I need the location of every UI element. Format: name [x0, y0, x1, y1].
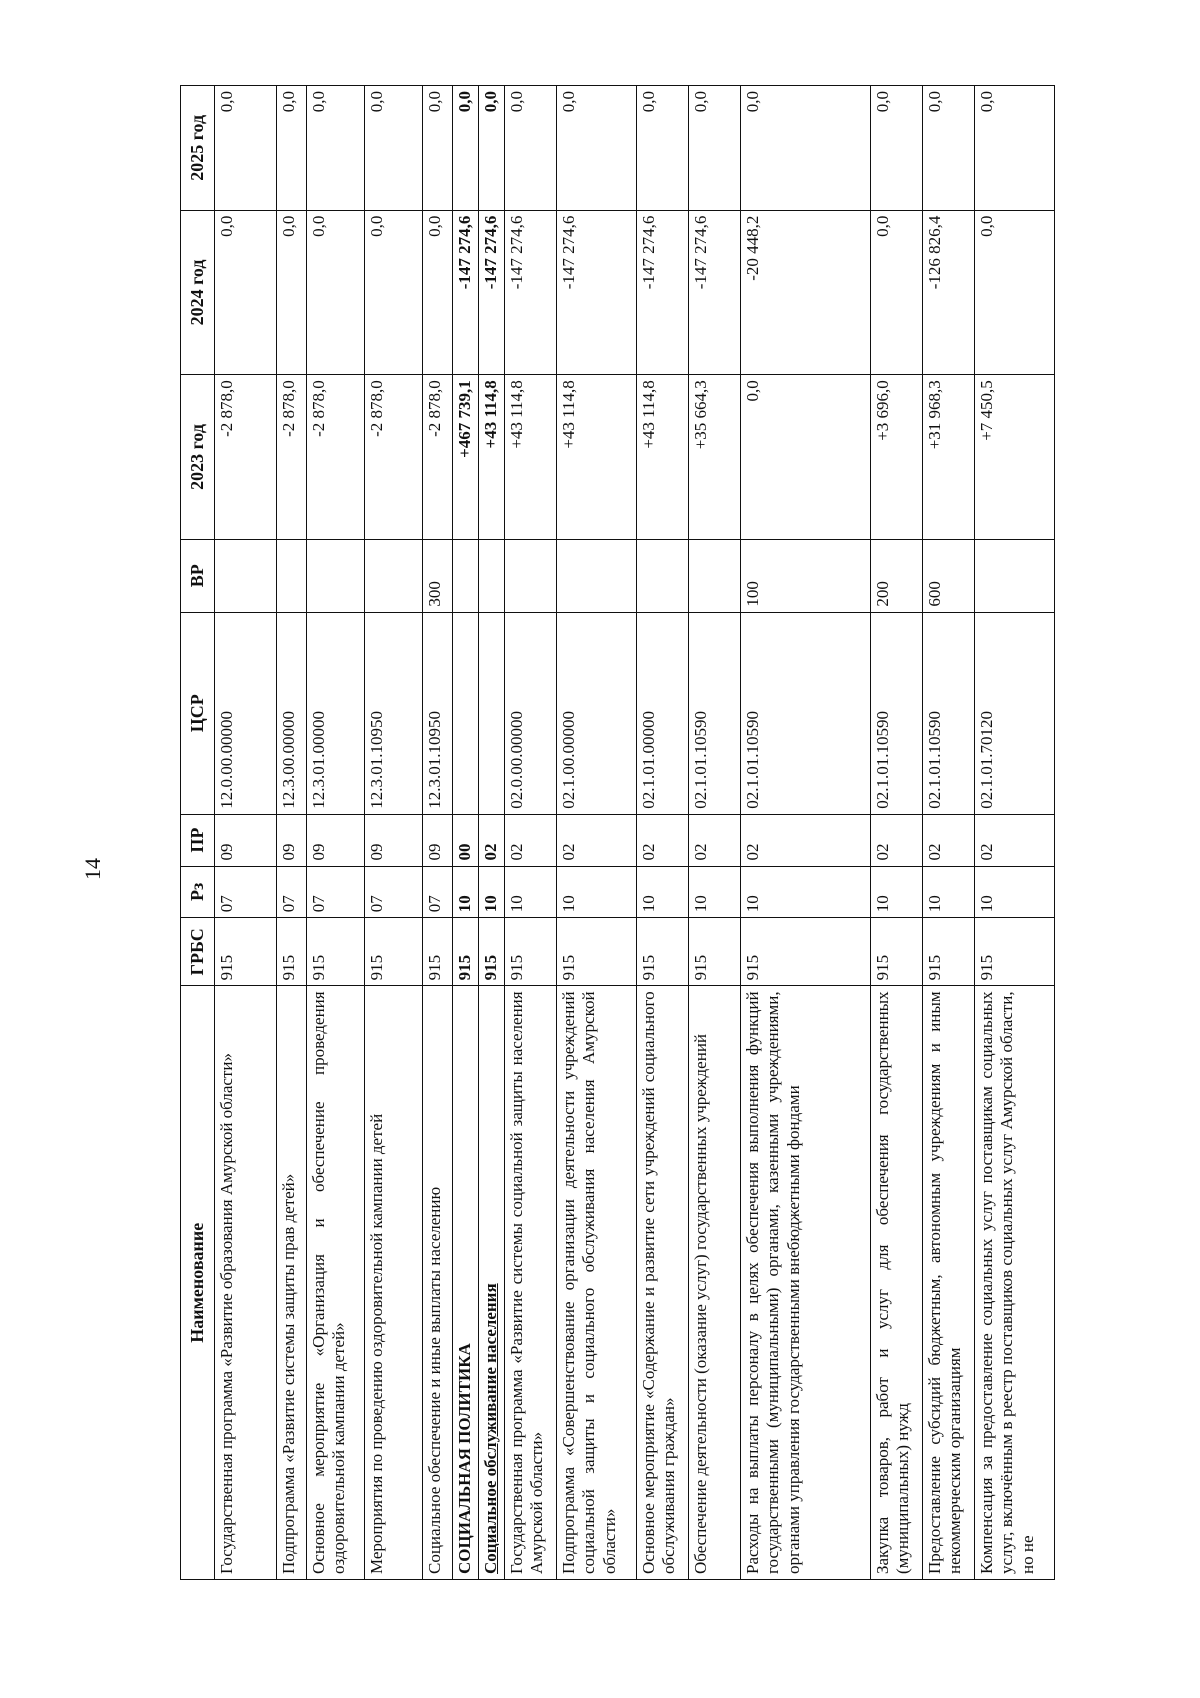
row-csr: 02.1.01.10590 [871, 612, 923, 814]
row-rz: 10 [975, 866, 1055, 918]
row-2024: 0,0 [871, 210, 923, 375]
table-row [453, 86, 479, 1580]
row-pr: 00 [453, 814, 479, 866]
row-name: Государственная программа «Развитие системы социальной защиты населения Амурской области» [505, 986, 557, 1580]
header-2024: 2024 год [181, 210, 215, 375]
row-csr: 12.0.00.00000 [215, 612, 277, 814]
row-2024: -147 274,6 [689, 210, 741, 375]
row-2025: 0,0 [637, 86, 689, 211]
row-csr [453, 612, 479, 814]
row-vr [307, 539, 365, 612]
row-2023: +43 114,8 [637, 375, 689, 540]
row-pr: 02 [689, 814, 741, 866]
header-2023: 2023 год [181, 375, 215, 540]
row-2023: +7 450,5 [975, 375, 1055, 540]
row-2023: +31 968,3 [923, 375, 975, 540]
row-2023: -2 878,0 [277, 375, 307, 540]
row-pr: 09 [215, 814, 277, 866]
row-vr [505, 539, 557, 612]
row-pr: 02 [871, 814, 923, 866]
row-name: Расходы на выплаты персоналу в целях обеспечения выполнения функций государственными (муниципальными) органами, казенными учреждениями, органами управления государственными внебюджетными фондами [741, 986, 871, 1580]
page-number: 14 [80, 858, 105, 880]
rotated-table-wrapper [180, 85, 1040, 1580]
row-grbs: 915 [307, 918, 365, 986]
row-grbs: 915 [215, 918, 277, 986]
row-csr: 12.3.01.10950 [423, 612, 453, 814]
table-row [741, 86, 871, 1580]
row-rz: 10 [923, 866, 975, 918]
row-pr: 09 [277, 814, 307, 866]
row-2025: 0,0 [277, 86, 307, 211]
row-pr: 02 [637, 814, 689, 866]
row-2024: -147 274,6 [479, 210, 505, 375]
table-row [871, 86, 923, 1580]
row-grbs: 915 [689, 918, 741, 986]
row-rz: 07 [215, 866, 277, 918]
row-name: Государственная программа «Развитие образования Амурской области» [215, 986, 277, 1580]
row-2023: +43 114,8 [505, 375, 557, 540]
row-rz: 10 [637, 866, 689, 918]
row-csr: 02.1.01.00000 [637, 612, 689, 814]
row-rz: 10 [453, 866, 479, 918]
header-rz: Рз [181, 866, 215, 918]
row-vr: 200 [871, 539, 923, 612]
row-2024: 0,0 [975, 210, 1055, 375]
row-name: Подпрограмма «Совершенствование организации деятельности учреждений социальной защиты и социального обслуживания населения Амурской области» [557, 986, 637, 1580]
row-2023: -2 878,0 [365, 375, 423, 540]
row-2025: 0,0 [479, 86, 505, 211]
header-pr: ПР [181, 814, 215, 866]
row-rz: 10 [557, 866, 637, 918]
row-2023: +35 664,3 [689, 375, 741, 540]
row-2025: 0,0 [741, 86, 871, 211]
row-grbs: 915 [423, 918, 453, 986]
row-grbs: 915 [741, 918, 871, 986]
row-pr: 09 [423, 814, 453, 866]
row-2025: 0,0 [307, 86, 365, 211]
row-pr: 02 [923, 814, 975, 866]
table-row [637, 86, 689, 1580]
row-vr [975, 539, 1055, 612]
row-rz: 07 [277, 866, 307, 918]
row-name: СОЦИАЛЬНАЯ ПОЛИТИКА [453, 986, 479, 1580]
row-vr: 300 [423, 539, 453, 612]
row-2024: -20 448,2 [741, 210, 871, 375]
table-row [365, 86, 423, 1580]
row-vr [365, 539, 423, 612]
row-csr: 02.1.01.10590 [741, 612, 871, 814]
row-name: Подпрограмма «Развитие системы защиты прав детей» [277, 986, 307, 1580]
row-csr: 02.1.01.10590 [923, 612, 975, 814]
row-name: Социальное обеспечение и иные выплаты населению [423, 986, 453, 1580]
table-row [423, 86, 453, 1580]
row-2024: 0,0 [215, 210, 277, 375]
row-grbs: 915 [871, 918, 923, 986]
row-vr [215, 539, 277, 612]
row-csr: 12.3.01.00000 [307, 612, 365, 814]
row-2025: 0,0 [365, 86, 423, 211]
table-row [215, 86, 277, 1580]
row-vr: 600 [923, 539, 975, 612]
row-2024: 0,0 [423, 210, 453, 375]
row-grbs: 915 [277, 918, 307, 986]
row-vr [479, 539, 505, 612]
row-grbs: 915 [365, 918, 423, 986]
row-pr: 02 [741, 814, 871, 866]
header-vr: ВР [181, 539, 215, 612]
row-vr [557, 539, 637, 612]
row-2025: 0,0 [505, 86, 557, 211]
row-grbs: 915 [923, 918, 975, 986]
row-2025: 0,0 [557, 86, 637, 211]
row-2024: -147 274,6 [637, 210, 689, 375]
row-rz: 10 [505, 866, 557, 918]
header-name: Наименование [181, 986, 215, 1580]
row-pr: 02 [975, 814, 1055, 866]
budget-table [180, 85, 1055, 1580]
row-pr: 02 [557, 814, 637, 866]
row-rz: 10 [871, 866, 923, 918]
table-row [557, 86, 637, 1580]
header-2025: 2025 год [181, 86, 215, 211]
row-csr [479, 612, 505, 814]
row-2025: 0,0 [423, 86, 453, 211]
row-2024: -147 274,6 [505, 210, 557, 375]
row-csr: 02.1.01.10590 [689, 612, 741, 814]
table-row [479, 86, 505, 1580]
row-rz: 07 [365, 866, 423, 918]
row-2023: +3 696,0 [871, 375, 923, 540]
row-2024: -126 826,4 [923, 210, 975, 375]
table-row [277, 86, 307, 1580]
row-rz: 07 [307, 866, 365, 918]
row-grbs: 915 [557, 918, 637, 986]
row-pr: 09 [365, 814, 423, 866]
row-csr: 12.3.00.00000 [277, 612, 307, 814]
row-name: Основное мероприятие «Организация и обеспечение проведения оздоровительной кампании детей» [307, 986, 365, 1580]
row-2025: 0,0 [923, 86, 975, 211]
row-rz: 07 [423, 866, 453, 918]
row-name: Предоставление субсидий бюджетным, автономным учреждениям и иным некоммерческим организациям [923, 986, 975, 1580]
row-vr [689, 539, 741, 612]
row-2024: -147 274,6 [453, 210, 479, 375]
row-name: Закупка товаров, работ и услуг для обеспечения государственных (муниципальных) нужд [871, 986, 923, 1580]
row-csr: 02.1.00.00000 [557, 612, 637, 814]
row-2024: 0,0 [277, 210, 307, 375]
row-csr: 02.0.00.00000 [505, 612, 557, 814]
row-grbs: 915 [637, 918, 689, 986]
row-2024: -147 274,6 [557, 210, 637, 375]
row-2023: +43 114,8 [557, 375, 637, 540]
row-2023: +467 739,1 [453, 375, 479, 540]
row-csr: 12.3.01.10950 [365, 612, 423, 814]
row-rz: 10 [689, 866, 741, 918]
table-row [975, 86, 1055, 1580]
row-vr: 100 [741, 539, 871, 612]
row-name: Обеспечение деятельности (оказание услуг) государственных учреждений [689, 986, 741, 1580]
row-2025: 0,0 [215, 86, 277, 211]
row-csr: 02.1.01.70120 [975, 612, 1055, 814]
row-2024: 0,0 [307, 210, 365, 375]
row-pr: 02 [505, 814, 557, 866]
row-2023: 0,0 [741, 375, 871, 540]
row-name: Мероприятия по проведению оздоровительной кампании детей [365, 986, 423, 1580]
header-csr: ЦСР [181, 612, 215, 814]
row-pr: 02 [479, 814, 505, 866]
row-grbs: 915 [479, 918, 505, 986]
row-grbs: 915 [975, 918, 1055, 986]
row-2025: 0,0 [871, 86, 923, 211]
row-2025: 0,0 [975, 86, 1055, 211]
row-grbs: 915 [453, 918, 479, 986]
table-row [505, 86, 557, 1580]
row-rz: 10 [479, 866, 505, 918]
table-row [307, 86, 365, 1580]
row-vr [453, 539, 479, 612]
row-2023: -2 878,0 [423, 375, 453, 540]
row-2023: -2 878,0 [215, 375, 277, 540]
table-row [689, 86, 741, 1580]
row-2025: 0,0 [453, 86, 479, 211]
header-row [181, 86, 215, 1580]
row-vr [277, 539, 307, 612]
row-grbs: 915 [505, 918, 557, 986]
row-pr: 09 [307, 814, 365, 866]
row-name: Компенсация за предоставление социальных услуг поставщикам социальных услуг, включённым в реестр поставщиков социальных услуг Амурской области, но не [975, 986, 1055, 1580]
row-2024: 0,0 [365, 210, 423, 375]
row-2023: +43 114,8 [479, 375, 505, 540]
row-2023: -2 878,0 [307, 375, 365, 540]
header-grbs: ГРБС [181, 918, 215, 986]
row-name: Социальное обслуживание населения [479, 986, 505, 1580]
table-row [923, 86, 975, 1580]
row-rz: 10 [741, 866, 871, 918]
row-vr [637, 539, 689, 612]
row-2025: 0,0 [689, 86, 741, 211]
row-name: Основное мероприятие «Содержание и развитие сети учреждений социального обслуживания граждан» [637, 986, 689, 1580]
